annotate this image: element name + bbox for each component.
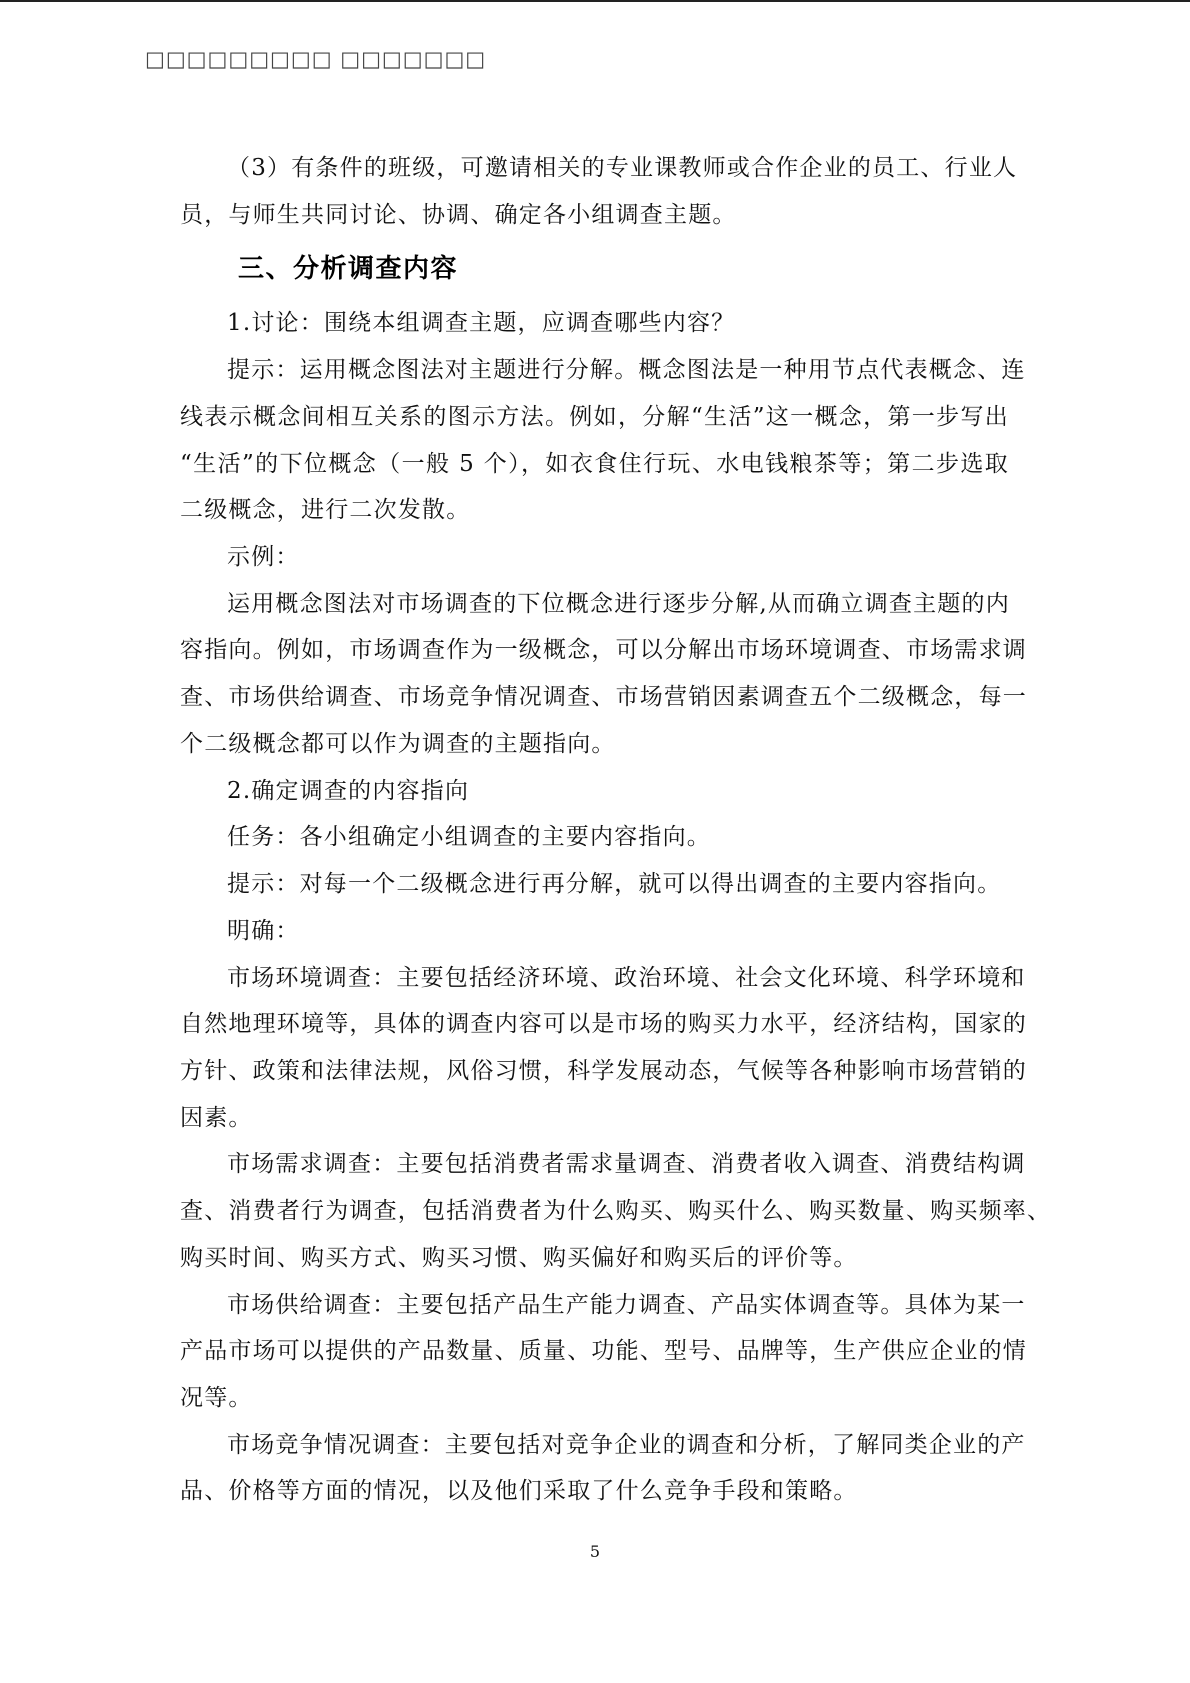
top-border-rule <box>0 0 1190 2</box>
paragraph <box>180 581 1027 768</box>
text-line: 况等。 <box>180 1384 253 1411</box>
text-line: 提示：对每一个二级概念进行再分解，就可以得出调查的主要内容指向。 <box>227 871 1002 898</box>
paragraph <box>180 814 1009 861</box>
page-number: 5 <box>589 1542 601 1561</box>
paragraph <box>180 534 1009 581</box>
text-line: 2.确定调查的内容指向 <box>227 777 470 804</box>
text-line: 1.讨论：围绕本组调查主题，应调查哪些内容？ <box>227 310 736 337</box>
paragraph <box>180 300 1009 347</box>
text-line: 因素。 <box>180 1104 253 1131</box>
text-line: 员，与师生共同讨论、协调、确定各小组调查主题。 <box>180 201 737 228</box>
text-line: 示例： <box>227 544 300 571</box>
paragraph <box>180 145 1018 238</box>
text-line: 自然地理环境等，具体的调查内容可以是市场的购买力水平，经济结构，国家的 <box>180 1011 1027 1038</box>
text-line: 品、价格等方面的情况，以及他们采取了什么竞争手段和策略。 <box>180 1478 858 1505</box>
text-line: 明确： <box>227 917 300 944</box>
text-line: 查、市场供给调查、市场竞争情况调查、市场营销因素调查五个二级概念，每一 <box>180 684 1027 711</box>
paragraph <box>180 908 1009 955</box>
text-line: 二级概念，进行二次发散。 <box>180 497 471 524</box>
text-line: 容指向。例如，市场调查作为一级概念，可以分解出市场环境调查、市场需求调 <box>180 637 1027 664</box>
text-line: 市场需求调查：主要包括消费者需求量调查、消费者收入调查、消费结构调 <box>227 1151 1026 1178</box>
running-header: □□□□□□□□□ □□□□□□□ <box>145 47 487 71</box>
paragraph <box>180 347 1026 534</box>
paragraph <box>180 861 1009 908</box>
text-line: “生活”的下位概念（一般 5 个），如衣食住行玩、水电钱粮茶等；第二步选取 <box>180 450 1009 477</box>
text-line: 任务：各小组确定小组调查的主要内容指向。 <box>227 824 711 851</box>
text-line: 市场环境调查：主要包括经济环境、政治环境、社会文化环境、科学环境和 <box>227 964 1026 991</box>
text-line: 市场供给调查：主要包括产品生产能力调查、产品实体调查等。具体为某一 <box>227 1291 1026 1318</box>
text-line: 产品市场可以提供的产品数量、质量、功能、型号、品牌等，生产供应企业的情 <box>180 1338 1027 1365</box>
text-line: 查、消费者行为调查，包括消费者为什么购买、购买什么、购买数量、购买频率、 <box>180 1198 1052 1225</box>
document-body <box>180 145 1052 1515</box>
paragraph <box>180 1141 1052 1281</box>
paragraph <box>180 768 1009 815</box>
text-line: 市场竞争情况调查：主要包括对竞争企业的调查和分析，了解同类企业的产 <box>227 1431 1026 1458</box>
text-line: 个二级概念都可以作为调查的主题指向。 <box>180 730 616 757</box>
text-line: 运用概念图法对市场调查的下位概念进行逐步分解,从而确立调查主题的内 <box>227 590 1010 617</box>
paragraph <box>180 1282 1027 1422</box>
text-line: 线表示概念间相互关系的图示方法。例如，分解“生活”这一概念，第一步写出 <box>180 403 1009 430</box>
paragraph <box>180 955 1027 1142</box>
paragraph <box>180 1422 1026 1515</box>
section-heading: 三、分析调查内容 <box>238 254 459 285</box>
text-line: 购买时间、购买方式、购买习惯、购买偏好和购买后的评价等。 <box>180 1244 858 1271</box>
text-line: 方针、政策和法律法规，风俗习惯，科学发展动态，气候等各种影响市场营销的 <box>180 1057 1027 1084</box>
text-line: （3）有条件的班级，可邀请相关的专业课教师或合作企业的员工、行业人 <box>227 155 1018 181</box>
text-line: 提示：运用概念图法对主题进行分解。概念图法是一种用节点代表概念、连 <box>227 357 1026 384</box>
